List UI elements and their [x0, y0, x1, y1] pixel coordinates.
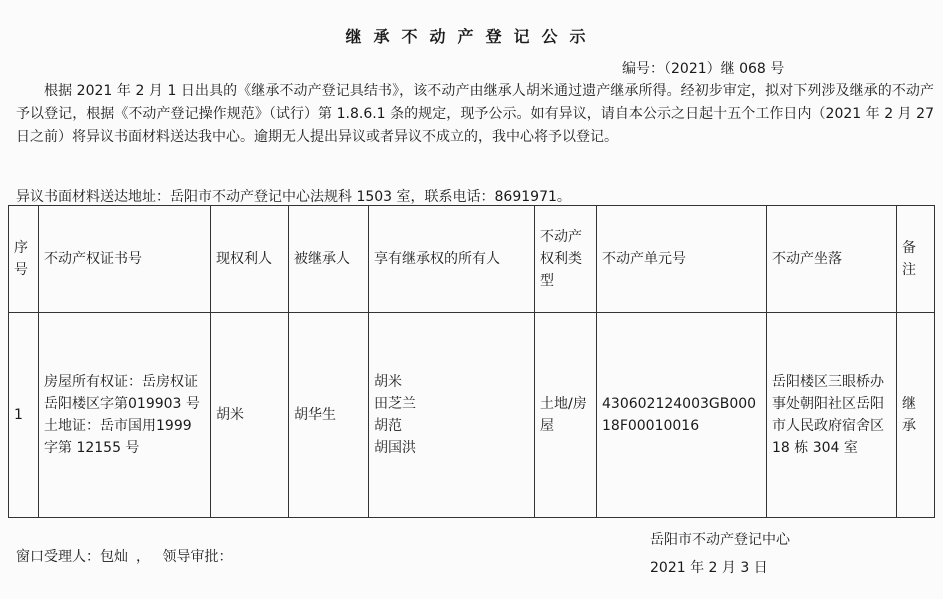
header-right-type: 不动产权利类型: [535, 206, 597, 313]
table-row: [9, 313, 935, 518]
objection-address: 异议书面材料送达地址：岳阳市不动产登记中心法规科 1503 室，联系电话：8691971。: [16, 189, 571, 205]
footer-signatures: [16, 546, 240, 566]
cell-unit-no: 430602124003GB00018F00010016: [597, 313, 767, 518]
cert-house: 房屋所有权证：岳房权证岳阳楼区字第019903 号: [44, 374, 200, 412]
separator: ，: [136, 549, 150, 565]
document-number: 编号：（2021）继 068 号: [622, 61, 785, 77]
cell-cert: [39, 313, 211, 518]
header-location: 不动产坐落: [767, 206, 897, 313]
leader-approval: 领导审批：: [162, 549, 233, 565]
header-unit-no: 不动产单元号: [597, 206, 767, 313]
header-heirs: 享有继承权的所有人: [369, 206, 535, 313]
header-seq: 序号: [9, 206, 39, 313]
header-remark: 备注: [897, 206, 935, 313]
heir-name: 胡范: [374, 418, 402, 434]
issuer-org: 岳阳市不动产登记中心: [650, 532, 790, 548]
heir-name: 田芝兰: [374, 396, 416, 412]
issuer-block: [650, 526, 790, 582]
cell-remark: 继承: [897, 313, 935, 518]
header-holder: 现权利人: [211, 206, 289, 313]
page-title: 继承不动产登记公示: [345, 27, 598, 46]
notice-body: 根据 2021 年 2 月 1 日出具的《继承不动产登记具结书》，该不动产由继承人胡米通过遗产继承所得。经初步审定，拟对下列涉及继承的不动产予以登记，根据《不动产登记操作规范》（试行）第 1.8.6.1 条的规定，现予公示。如有异议，请自本公示之日起十五个工作日内（2021 年 2 月 27 日之前）将异议书面材料送达我中心。逾期无人提出异议或者异议不成立的，我中心将予以登记。: [16, 83, 934, 145]
window-receiver: 窗口受理人：包灿: [16, 549, 128, 565]
table-header-row: [9, 206, 935, 313]
issue-date: 2021 年 2 月 3 日: [650, 560, 768, 576]
cell-location: 岳阳楼区三眼桥办事处朝阳社区岳阳市人民政府宿舍区 18 栋 304 室: [767, 313, 897, 518]
cert-land: 土地证：岳市国用1999 字第 12155 号: [44, 418, 192, 456]
heir-name: 胡国洪: [374, 440, 416, 456]
cell-heirs: [369, 313, 535, 518]
cell-seq: 1: [9, 313, 39, 518]
heir-name: 胡米: [374, 374, 402, 390]
header-decedent: 被继承人: [289, 206, 369, 313]
cell-holder: 胡米: [211, 313, 289, 518]
registration-table: [8, 205, 935, 518]
cell-right-type: 土地/房屋: [535, 313, 597, 518]
header-cert: 不动产权证书号: [39, 206, 211, 313]
cell-decedent: 胡华生: [289, 313, 369, 518]
